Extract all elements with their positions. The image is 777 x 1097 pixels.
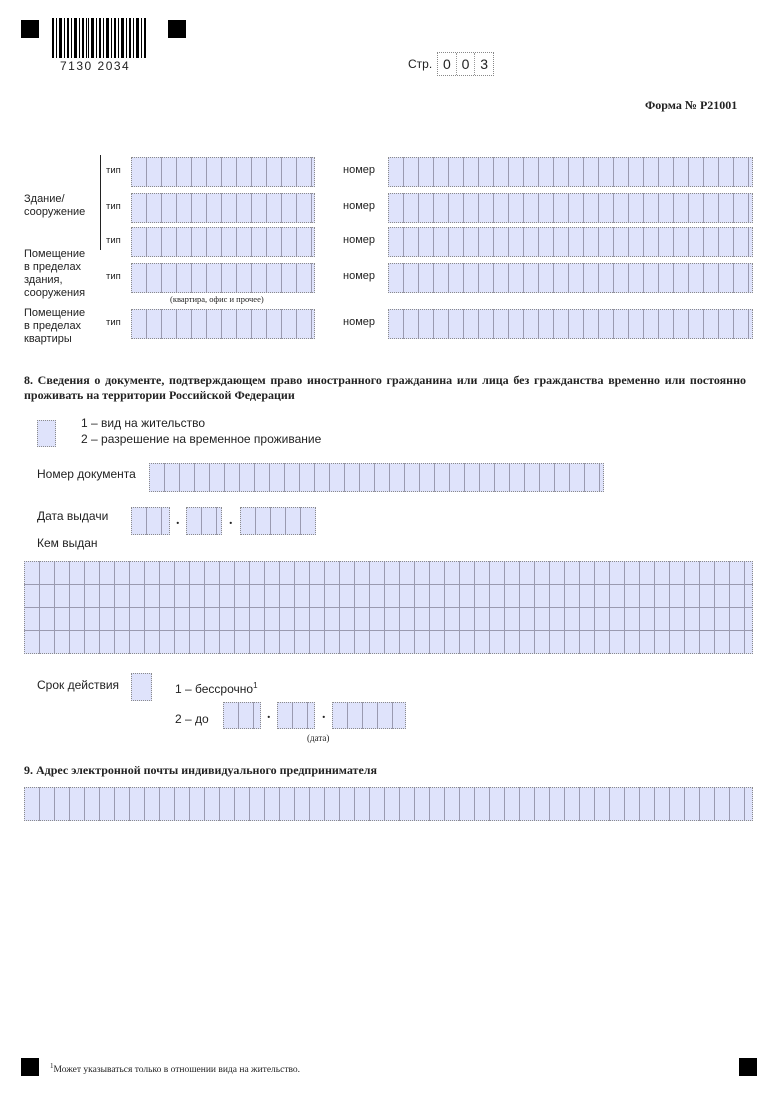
page-digit: 0 [438,53,457,75]
footnote-number: 1 [50,1062,54,1070]
option-residence-permit: 1 – вид на жительство [81,416,206,430]
section-8-heading: 8. Сведения о документе, подтверждающем право иностранного гражданина или лица без гражданства временно или постоянно проживать на территории Российской Федерации [24,373,746,402]
type-label: тип [106,165,121,176]
building-number-1-field[interactable] [388,157,753,187]
date-separator: . [267,707,271,722]
building-type-3-field[interactable] [131,227,315,257]
issue-year-field[interactable] [240,507,316,535]
section-9-heading: 9. Адрес электронной почты индивидуального предпринимателя [24,763,377,777]
barcode [52,18,148,58]
apartment-number-field[interactable] [388,309,753,339]
building-label: Здание/ сооружение [24,193,86,218]
premises-type-field[interactable] [131,263,315,293]
number-label: номер [343,316,375,328]
footnote [50,1062,300,1075]
footnote-marker: 1 [253,681,258,690]
footnote-text: Может указываться только в отношении вида на жительство. [53,1065,301,1076]
building-type-2-field[interactable] [131,193,315,223]
issue-date-label: Дата выдачи [37,509,109,523]
page-digit: 0 [457,53,476,75]
issued-by-label: Кем выдан [37,536,98,550]
type-label: тип [106,317,121,328]
barcode-number: 7130 2034 [60,59,131,73]
building-number-2-field[interactable] [388,193,753,223]
number-label: номер [343,200,375,212]
date-separator: . [176,513,180,528]
doc-number-field[interactable] [149,463,604,492]
type-label: тип [106,271,121,282]
issue-day-field[interactable] [131,507,170,535]
issue-month-field[interactable] [186,507,222,535]
type-label: тип [106,235,121,246]
page-digit: 3 [480,56,489,72]
corner-marker-bottom-right [739,1058,757,1076]
apartment-label: Помещение в пределах квартиры [24,307,86,345]
premises-hint: (квартира, офис и прочее) [170,294,264,304]
apartment-type-field[interactable] [131,309,315,339]
page-label: Стр. [408,57,433,71]
corner-marker-top-right [168,20,186,38]
validity-option-indefinite-text: 1 – бессрочно [175,682,254,696]
building-number-3-field[interactable] [388,227,753,257]
validity-label: Срок действия [37,678,120,692]
validity-option-indefinite [175,679,258,696]
number-label: номер [343,164,375,176]
date-separator: . [322,707,326,722]
number-label: номер [343,270,375,282]
validity-month-field[interactable] [277,702,315,729]
issued-by-field[interactable] [24,561,753,654]
building-type-1-field[interactable] [131,157,315,187]
validity-type-field[interactable] [131,673,152,701]
date-hint: (дата) [307,733,330,743]
email-field[interactable] [24,787,753,821]
bracket-line [100,155,101,250]
premises-number-field[interactable] [388,263,753,293]
page-number-box [437,52,494,76]
validity-option-until: 2 – до [175,712,209,726]
doc-number-label: Номер документа [37,467,136,481]
corner-marker-bottom-left [21,1058,39,1076]
validity-day-field[interactable] [223,702,261,729]
premises-label: Помещение в пределах здания, сооружения [24,248,86,299]
form-title: Форма № Р21001 [645,98,738,112]
validity-year-field[interactable] [332,702,406,729]
document-type-field[interactable] [37,420,56,447]
corner-marker-top-left [21,20,39,38]
date-separator: . [229,513,233,528]
option-temporary-permit: 2 – разрешение на временное проживание [81,432,322,446]
type-label: тип [106,201,121,212]
number-label: номер [343,234,375,246]
